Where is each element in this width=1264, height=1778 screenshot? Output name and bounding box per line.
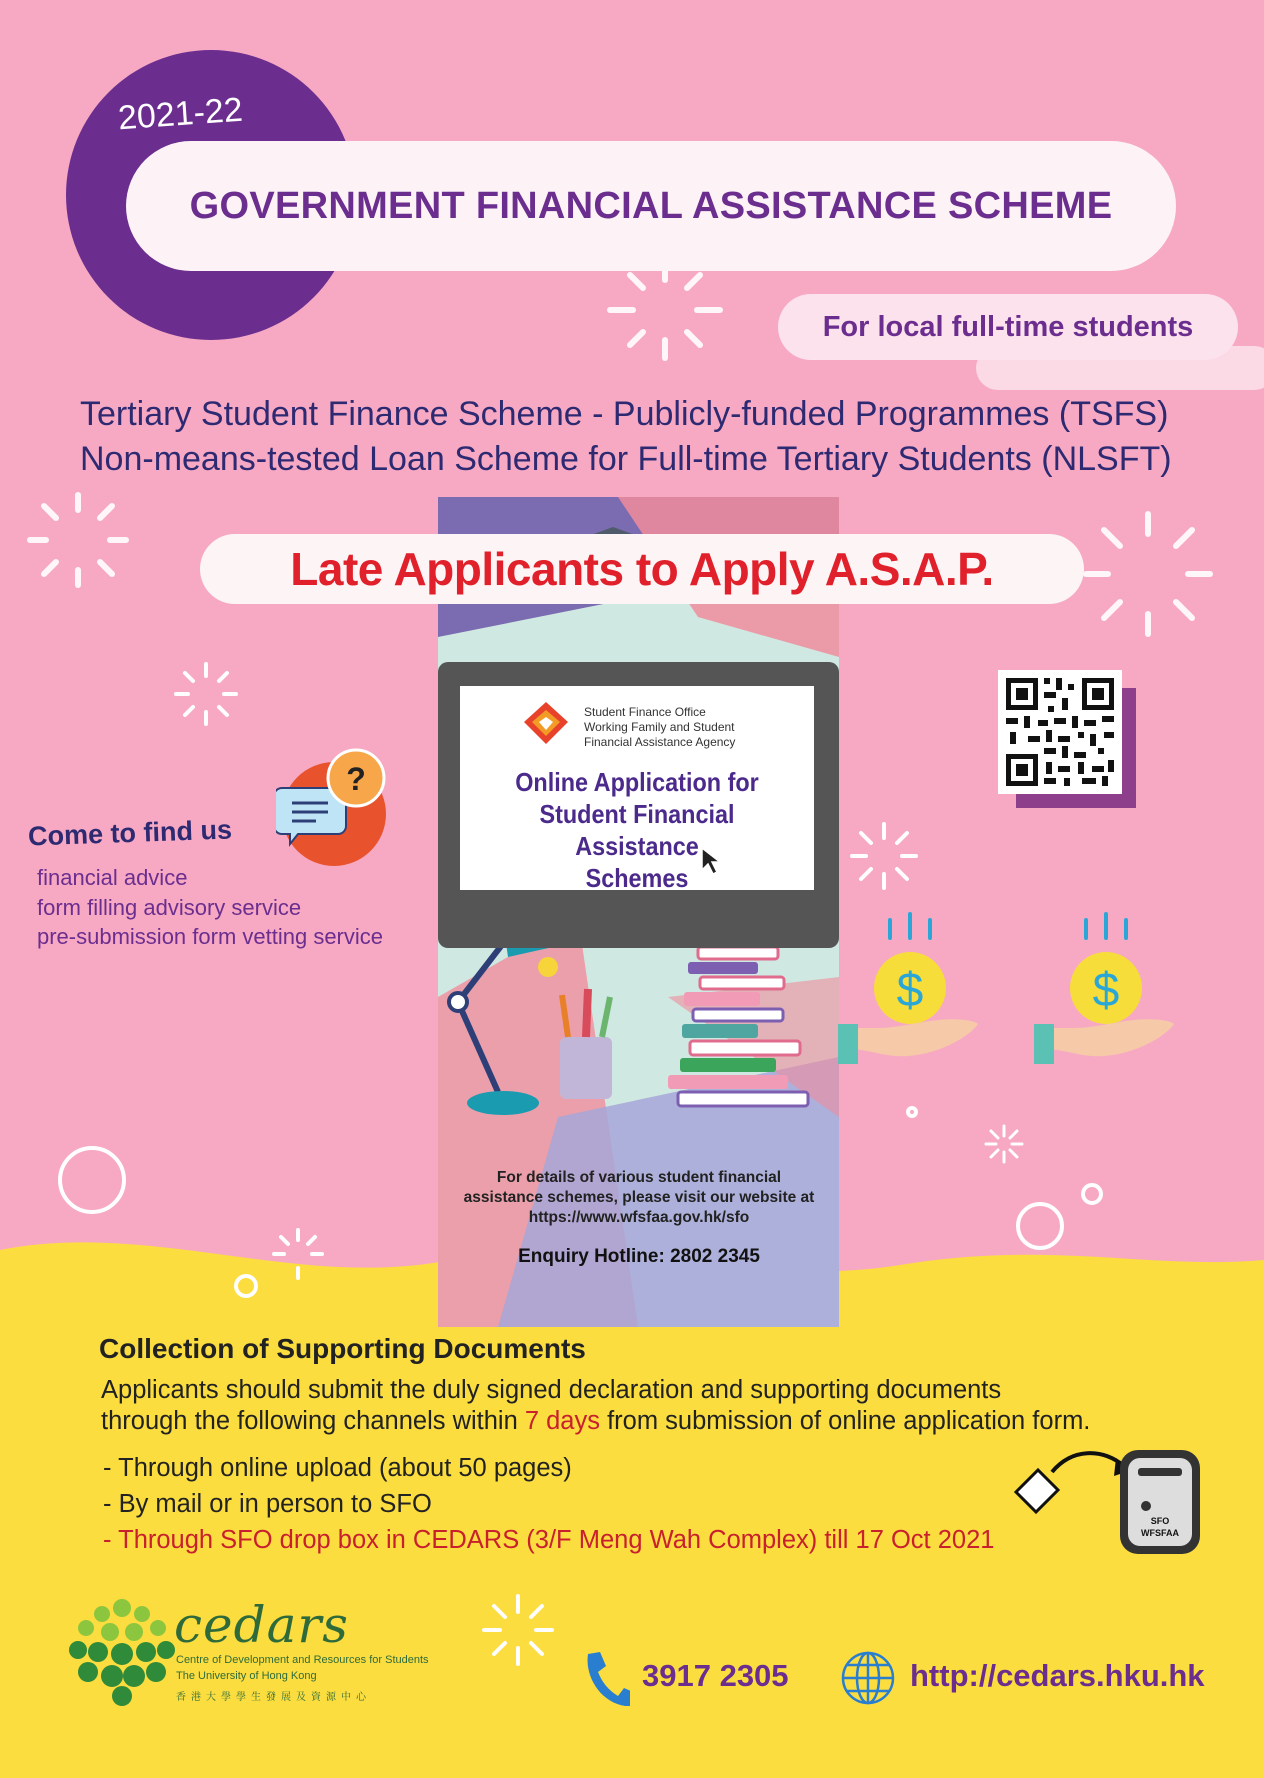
find-us-title: Come to find us xyxy=(27,814,233,852)
service-item: form filling advisory service xyxy=(37,895,302,920)
docs-paragraph-line xyxy=(101,1407,1090,1436)
phone-icon xyxy=(580,1650,630,1706)
drop-box-icon xyxy=(1012,1446,1204,1558)
cedars-wordmark: cedars xyxy=(174,1596,349,1654)
qr-code-icon[interactable] xyxy=(998,670,1122,794)
money-hand-icon xyxy=(838,910,978,1080)
globe-icon xyxy=(840,1650,896,1706)
year-label: 2021-22 xyxy=(116,90,244,138)
dropbox-label: WFSFAA xyxy=(1141,1528,1179,1538)
scheme-tsfs: Tertiary Student Finance Scheme - Publicly-funded Programmes (TSFS) xyxy=(80,395,1169,433)
cedars-university: The University of Hong Kong xyxy=(176,1670,317,1682)
chat-question-icon xyxy=(276,748,392,870)
sfo-org-line: Student Finance Office xyxy=(584,705,706,719)
scheme-nlsft: Non-means-tested Loan Scheme for Full-time Tertiary Students (NLSFT) xyxy=(80,440,1172,478)
screen-title-line: Student Financial Assistance xyxy=(539,799,735,861)
svg-text:?: ? xyxy=(346,761,366,797)
docs-title: Collection of Supporting Documents xyxy=(99,1333,586,1364)
cursor-icon xyxy=(700,846,724,878)
service-item: financial advice xyxy=(37,865,188,890)
subtitle-pill xyxy=(778,294,1238,360)
docs-paragraph-line: Applicants should submit the duly signed declaration and supporting documents xyxy=(101,1376,1002,1404)
online-application-title xyxy=(478,766,797,894)
panel-website-info xyxy=(448,1168,830,1228)
panel-info-line: https://www.wfsfaa.gov.hk/sfo xyxy=(528,1209,750,1226)
panel-info-line: assistance schemes, please visit our website at xyxy=(463,1189,815,1206)
dropbox-label: SFO xyxy=(1150,1516,1170,1526)
svg-text:$: $ xyxy=(1092,964,1120,1017)
sfo-org-line: Working Family and Student xyxy=(584,720,735,734)
cedars-tree-logo xyxy=(64,1596,180,1708)
docs-text: from submission of online application form. xyxy=(600,1407,1091,1435)
website-link[interactable]: http://cedars.hku.hk xyxy=(910,1658,1205,1693)
service-item: pre-submission form vetting service xyxy=(37,924,384,949)
screen-title-line: Schemes xyxy=(585,863,689,893)
late-banner-text: Late Applicants to Apply A.S.A.P. xyxy=(290,543,994,595)
cedars-name-zh: 香港大學學生發展及資源中心 xyxy=(176,1692,371,1703)
docs-text: through the following channels within xyxy=(101,1407,525,1435)
panel-info-line: For details of various student financial xyxy=(496,1169,782,1186)
page-title: GOVERNMENT FINANCIAL ASSISTANCE SCHEME xyxy=(189,184,1113,227)
channel-item: - Through SFO drop box in CEDARS (3/F Meng Wah Complex) till 17 Oct 2021 xyxy=(103,1526,995,1554)
cedars-name-en: Centre of Development and Resources for Students xyxy=(176,1654,429,1666)
enquiry-hotline: Enquiry Hotline: 2802 2345 xyxy=(518,1246,760,1267)
screen-title-line: Online Application for xyxy=(515,767,759,797)
phone-number[interactable]: 3917 2305 xyxy=(642,1658,789,1693)
channel-item: - By mail or in person to SFO xyxy=(103,1490,432,1518)
subtitle: For local full-time students xyxy=(822,310,1194,343)
channel-item: - Through online upload (about 50 pages) xyxy=(103,1454,572,1482)
money-hand-icon xyxy=(1034,910,1174,1080)
svg-text:$: $ xyxy=(896,964,924,1017)
late-banner xyxy=(200,534,1084,604)
sfo-logo xyxy=(522,700,570,746)
sfo-org-line: Financial Assistance Agency xyxy=(584,735,736,749)
sfo-org-name xyxy=(584,705,735,750)
title-banner xyxy=(126,141,1176,271)
deadline-highlight: 7 days xyxy=(524,1407,600,1435)
